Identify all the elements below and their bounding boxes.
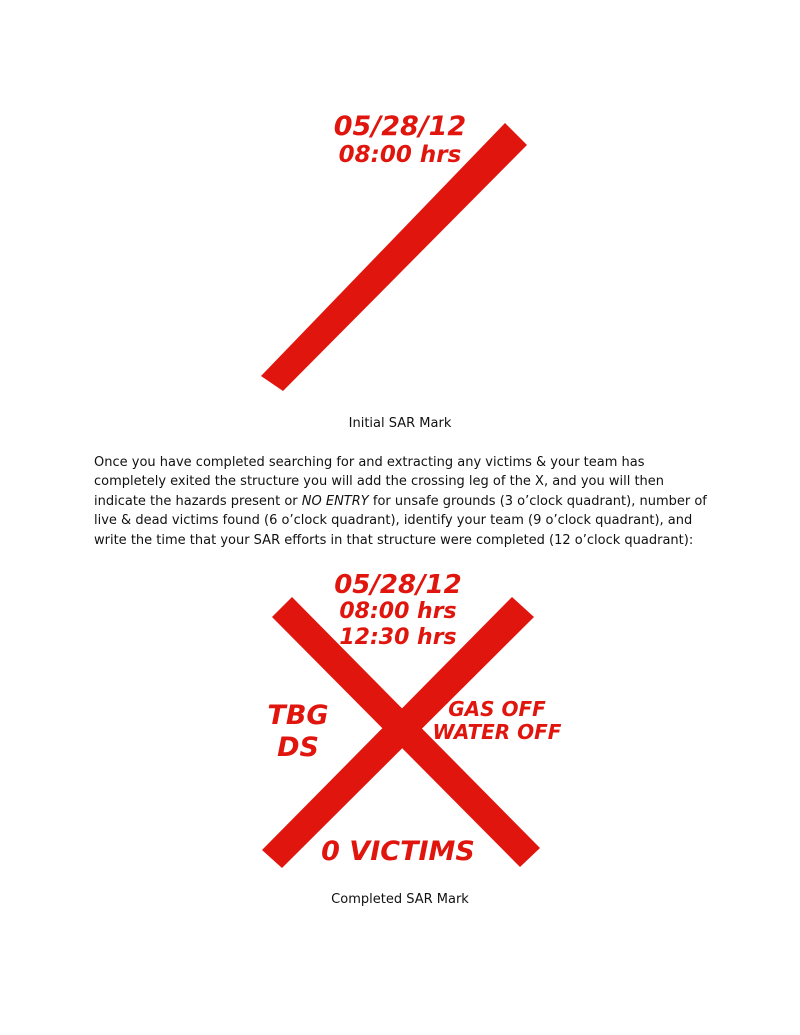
hazard-line1: GAS OFF xyxy=(448,697,546,721)
hazard-line2: WATER OFF xyxy=(432,720,562,744)
instructions-text-part1: Once you have completed searching for and extracting any victims & your team has completely exited the structure you will add the crossing leg of the X, and you will then indicate the hazards present or xyxy=(94,455,665,509)
completed-date: 05/28/12 xyxy=(334,570,462,600)
instructions-paragraph xyxy=(94,453,708,550)
completed-mark-caption: Completed SAR Mark xyxy=(331,892,469,907)
completed-time-out: 12:30 hrs xyxy=(339,625,457,650)
victims-count: 0 VICTIMS xyxy=(321,836,475,867)
team-id-line2: DS xyxy=(277,732,319,763)
initial-sar-mark xyxy=(261,111,527,391)
completed-sar-mark xyxy=(262,570,562,868)
initial-time-in: 08:00 hrs xyxy=(338,142,462,168)
initial-mark-caption: Initial SAR Mark xyxy=(348,416,452,431)
completed-time-in: 08:00 hrs xyxy=(339,599,457,624)
no-entry-emphasis: NO ENTRY xyxy=(301,493,369,509)
instructions-text-part2: for unsafe grounds (3 o’clock quadrant), number of live & dead victims found (6 o’clock quadrant), identify your team (9 o’clock quadrant), and write the time that your SAR efforts in that structure were completed (12 o’clock quadrant): xyxy=(94,493,707,548)
initial-date: 05/28/12 xyxy=(333,111,467,142)
team-id-line1: TBG xyxy=(267,700,329,731)
